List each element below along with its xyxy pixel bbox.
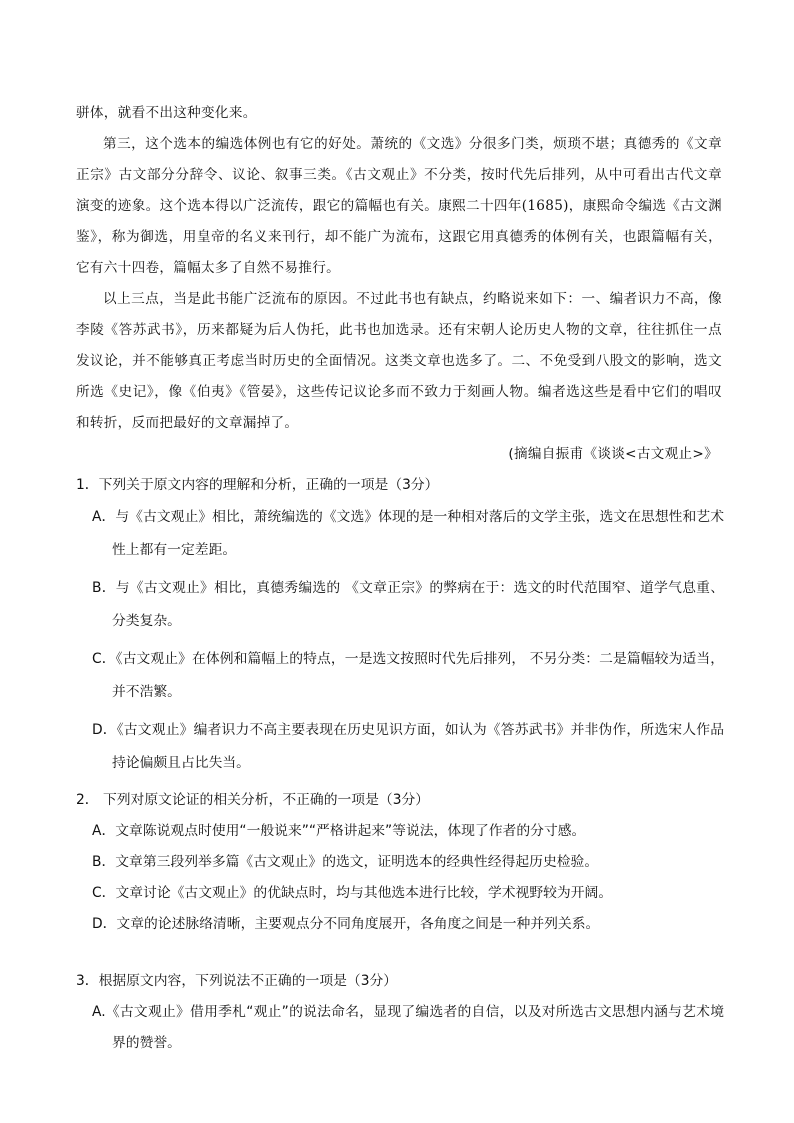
option-label: D． bbox=[92, 916, 117, 932]
answer-option-a[interactable] bbox=[92, 997, 724, 1059]
passage-paragraph-2: 以上三点，当是此书能广泛流布的原因。不过此书也有缺点，约略说来如下：一、编者识力不高，像李陵《答苏武书》，历来都疑为后人伪托，此书也加选录。还有宋朝人论历史人物的文章，往往抓住一点发议论，并不能够真正考虑当时历史的全面情况。这类文章也选多了。二、不免受到八股文的影响，选文所选《史记》，像《伯夷》《管晏》，这些传记议论多而不致力于刻画人物。编者选这些是看中它们的唱叹和转折，反而把最好的文章漏掉了。 bbox=[76, 291, 722, 431]
question-stem: 1．下列关于原文内容的理解和分析，正确的一项是（3分） bbox=[76, 477, 439, 493]
option-text: 《古文观止》编者识力不高主要表现在历史见识方面，如认为《答苏武书》并非伪作，所选宋人作品持论偏颇且占比失当。 bbox=[112, 722, 724, 771]
passage-paragraph-0: 骈体，就看不出这种变化来。 bbox=[76, 105, 257, 121]
answer-option-b[interactable] bbox=[92, 572, 724, 637]
option-label: A. bbox=[92, 1004, 106, 1020]
passage-paragraph-1: 第三，这个选本的编选体例也有它的好处。萧统的《文选》分很多门类，烦琐不堪；真德秀的《文章正宗》古文部分分辞令、议论、叙事三类。《古文观止》不分类，按时代先后排列，从中可看出古代文章演变的迹象。这个选本得以广泛流传，跟它的篇幅也有关。康熙二十四年(1685)，康熙命令编选《古文渊鉴》，称为御选，用皇帝的名义来刊行，却不能广为流布，这跟它用真德秀的体例有关，也跟篇幅有关，它有六十四卷，篇幅太多了自然不易推行。 bbox=[76, 136, 722, 276]
question-list bbox=[76, 470, 724, 1059]
option-text: 文章的论述脉络清晰，主要观点分不同角度展开，各角度之间是一种并列关系。 bbox=[116, 916, 600, 932]
answer-option-a[interactable] bbox=[92, 816, 724, 847]
option-text: 《古文观止》在体例和篇幅上的特点，一是选文按照时代先后排列， 不另分类：二是篇幅较为适当，并不浩繁。 bbox=[112, 651, 724, 700]
answer-option-c[interactable] bbox=[92, 643, 724, 708]
answer-option-d[interactable] bbox=[92, 714, 724, 779]
option-label: C． bbox=[92, 651, 116, 667]
option-label: B． bbox=[92, 854, 116, 870]
question-stem: 2． 下列对原文论证的相关分析，不正确的一项是（3分） bbox=[76, 792, 430, 808]
question-2 bbox=[76, 785, 724, 940]
option-text: 与《古文观止》相比，萧统编选的《文选》体现的是一种相对落后的文学主张，选文在思想性和艺术性上都有一定差距。 bbox=[112, 509, 724, 558]
question-stem: 3．根据原文内容，下列说法不正确的一项是（3分） bbox=[76, 973, 398, 989]
option-text: 文章陈说观点时使用“一般说来”“严格讲起来”等说法，体现了作者的分寸感。 bbox=[115, 823, 586, 839]
passage-source: (摘编自振甫《谈谈<古文观止>》 bbox=[508, 446, 718, 462]
answer-option-b[interactable] bbox=[92, 847, 724, 878]
answer-option-c[interactable] bbox=[92, 878, 724, 909]
question-1 bbox=[76, 470, 724, 779]
question-3 bbox=[76, 966, 724, 1059]
option-label: B． bbox=[92, 580, 116, 596]
option-text: 与《古文观止》相比，真德秀编选的 《文章正宗》的弊病在于：选文的时代范围窄、道学气息重、分类复杂。 bbox=[112, 580, 724, 629]
option-text: 《古文观止》借用季札“观止”的说法命名，显现了编选者的自信，以及对所选古文思想内涵与艺术境界的赞誉。 bbox=[105, 1004, 724, 1051]
option-label: A． bbox=[92, 823, 116, 839]
reading-passage bbox=[76, 98, 722, 470]
answer-option-d[interactable] bbox=[92, 909, 724, 940]
option-label: A． bbox=[92, 509, 116, 525]
option-label: C． bbox=[92, 885, 116, 901]
answer-option-a[interactable] bbox=[92, 501, 724, 566]
option-text: 文章第三段列举多篇《古文观止》的选文，证明选本的经典性经得起历史检验。 bbox=[115, 854, 599, 870]
option-label: D． bbox=[92, 722, 117, 738]
option-text: 文章讨论《古文观止》的优缺点时，均与其他选本进行比较，学术视野较为开阔。 bbox=[115, 885, 613, 901]
